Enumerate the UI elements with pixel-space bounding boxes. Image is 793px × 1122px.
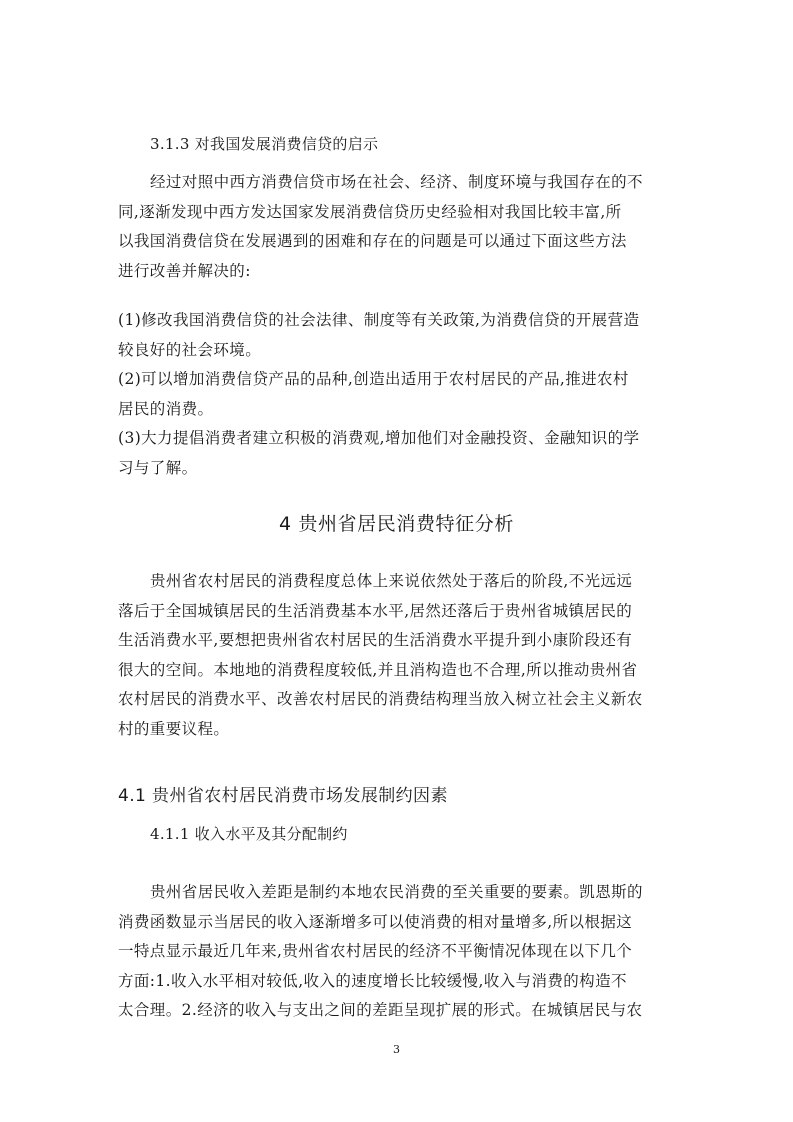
list-item-line: 习与了解。 <box>118 458 198 477</box>
paragraph-line: 农村居民的消费水平、改善农村居民的消费结构理当放入树立社会主义新农 <box>118 690 643 708</box>
list-item-line: 较良好的社会环境。 <box>118 340 262 359</box>
paragraph-line: 很大的空间。本地地的消费程度较低,并且消构造也不合理,所以推动贵州省 <box>118 660 638 679</box>
paragraph-line: 方面:1.收入水平相对较低,收入的速度增长比较缓慢,收入与消费的构造不 <box>118 971 627 990</box>
paragraph-chapter-4 <box>118 567 648 744</box>
paragraph-line: 经过对照中西方消费信贷市场在社会、经济、制度环境与我国存在的不 <box>150 173 643 191</box>
paragraph-4-1-1 <box>118 878 648 1026</box>
page-number: 3 <box>393 1043 400 1056</box>
list-item-2 <box>118 365 648 424</box>
paragraph-line: 太合理。2.经济的收入与支出之间的差距呈现扩展的形式。在城镇居民与农 <box>118 1001 643 1019</box>
subsection-heading-3-1-3: 3.1.3 对我国发展消费信贷的启示 <box>150 135 379 153</box>
paragraph-line: 贵州省居民收入差距是制约本地农民消费的至关重要的要素。凯恩斯的 <box>150 883 643 901</box>
subsection-heading-4-1-1: 4.1.1 收入水平及其分配制约 <box>150 825 348 843</box>
list-item-3 <box>118 424 648 483</box>
paragraph-line: 村的重要议程。 <box>118 719 230 738</box>
chapter-title-4: 4 贵州省居民消费特征分析 <box>279 513 514 535</box>
paragraph-line: 落后于全国城镇居民的生活消费基本水平,居然还落后于贵州省城镇居民的 <box>118 601 633 620</box>
list-item-line: (3)大力提倡消费者建立积极的消费观,增加他们对金融投资、金融知识的学 <box>118 429 640 447</box>
list-item-line: (1)修改我国消费信贷的社会法律、制度等有关政策,为消费信贷的开展营造 <box>118 311 640 329</box>
paragraph-3-1-3 <box>118 168 648 286</box>
paragraph-line: 同,逐渐发现中西方发达国家发展消费信贷历史经验相对我国比较丰富,所 <box>118 202 622 221</box>
list-item-line: (2)可以增加消费信贷产品的品种,创造出适用于农村居民的产品,推进农村 <box>118 370 629 388</box>
list-item-line: 居民的消费。 <box>118 399 214 418</box>
section-title-4-1: 4.1 贵州省农村居民消费市场发展制约因素 <box>118 786 448 806</box>
paragraph-line: 一特点显示最近几年来,贵州省农村居民的经济不平衡情况体现在以下几个 <box>118 942 633 960</box>
paragraph-line: 贵州省农村居民的消费程度总体上来说依然处于落后的阶段,不光远远 <box>150 572 633 590</box>
list-item-1 <box>118 306 648 365</box>
paragraph-line: 进行改善并解决的: <box>118 261 251 280</box>
paragraph-line: 消费函数显示当居民的收入逐渐增多可以使消费的相对量增多,所以根据这 <box>118 912 633 931</box>
paragraph-line: 生活消费水平,要想把贵州省农村居民的生活消费水平提升到小康阶段还有 <box>118 631 633 649</box>
paragraph-line: 以我国消费信贷在发展遇到的困难和存在的问题是可以通过下面这些方法 <box>118 232 627 250</box>
